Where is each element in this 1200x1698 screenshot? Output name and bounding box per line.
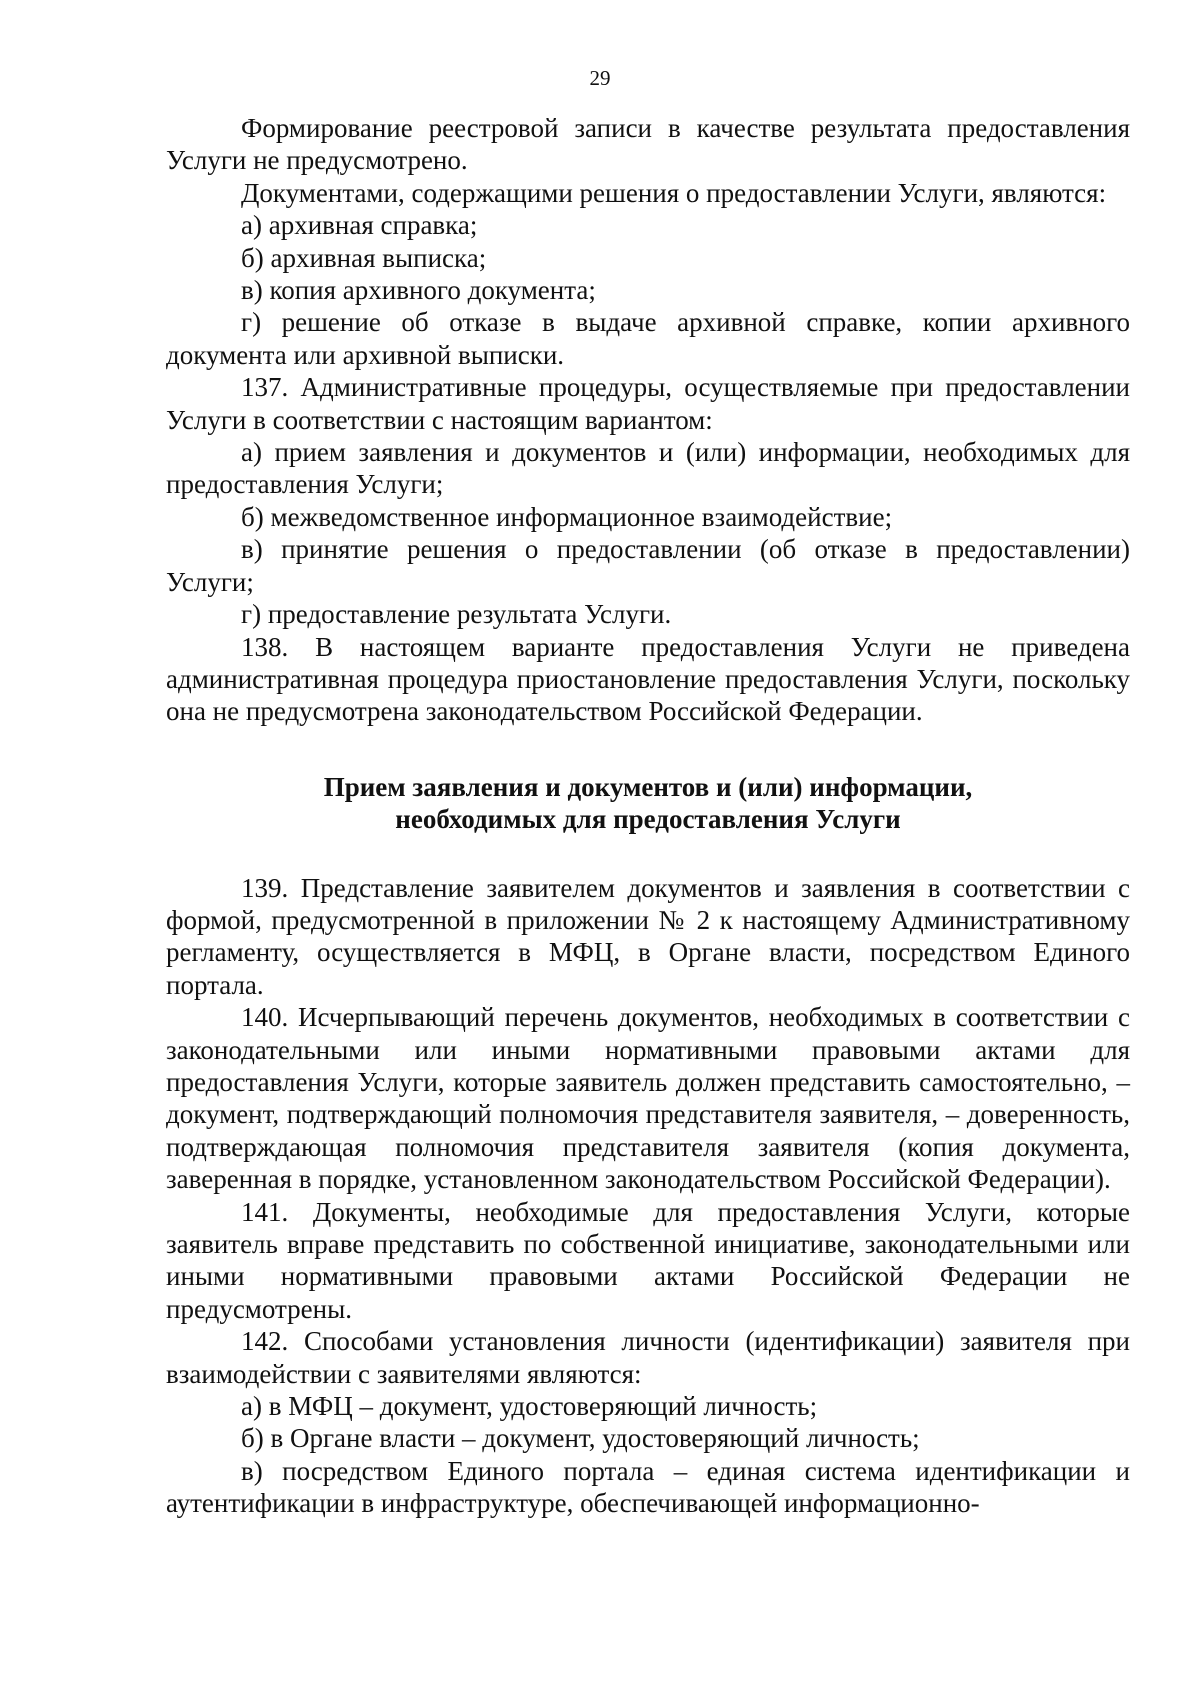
list-item-archive-extract: б) архивная выписка; bbox=[241, 242, 487, 273]
section-heading bbox=[166, 771, 1130, 836]
paragraph-result-documents: Документами, содержащими решения о предоставлении Услуги, являются: bbox=[241, 177, 1107, 208]
list-item-137-b: б) межведомственное информационное взаимодействие; bbox=[241, 501, 893, 532]
paragraph-139: 139. Представление заявителем документов и заявления в соответствии с формой, предусмотренной в приложении № 2 к настоящему Административному регламенту, осуществляется в МФЦ, в Органе власти, посредством Единого портала. bbox=[166, 872, 1130, 1000]
list-item-137-v: в) принятие решения о предоставлении (об отказе в предоставлении) Услуги; bbox=[166, 534, 1130, 597]
paragraph-141: 141. Документы, необходимые для предоставления Услуги, которые заявитель вправе представить по собственной инициативе, законодательными или иными нормативными правовыми актами Российской Федерации не предусмотрены. bbox=[166, 1196, 1130, 1324]
paragraph-140: 140. Исчерпывающий перечень документов, необходимых в соответствии с законодательными или иными нормативными правовыми актами для предоставления Услуги, которые заявитель должен представить самостоятельно, – документ, подтверждающий полномочия представителя заявителя, – доверенность, подтверждающая полномочия представителя заявителя (копия документа, заверенная в порядке, установленном законодательством Российской Федерации). bbox=[166, 1002, 1130, 1195]
paragraph-138: 138. В настоящем варианте предоставления Услуги не приведена административная процедура приостановление предоставления Услуги, поскольку она не предусмотрена законодательством Российской Федерации. bbox=[166, 631, 1130, 727]
list-item-archive-copy: в) копия архивного документа; bbox=[241, 275, 596, 306]
list-item-refusal-decision: г) решение об отказе в выдаче архивной справке, копии архивного документа или архивной выписки. bbox=[166, 307, 1130, 370]
section-heading-line-1: Прием заявления и документов и (или) информации, bbox=[323, 771, 973, 802]
list-item-142-a: а) в МФЦ – документ, удостоверяющий личность; bbox=[241, 1391, 818, 1422]
list-item-142-b: б) в Органе власти – документ, удостоверяющий личность; bbox=[241, 1423, 920, 1454]
paragraph-registry-record: Формирование реестровой записи в качестве результата предоставления Услуги не предусмотрено. bbox=[166, 113, 1130, 176]
list-item-137-g: г) предоставление результата Услуги. bbox=[241, 599, 672, 630]
document-body bbox=[166, 112, 1130, 1520]
page-number: 29 bbox=[589, 66, 611, 90]
section-heading-line-2: необходимых для предоставления Услуги bbox=[395, 804, 901, 835]
list-item-137-a: а) прием заявления и документов и (или) информации, необходимых для предоставления Услуги; bbox=[166, 437, 1130, 500]
paragraph-137: 137. Административные процедуры, осуществляемые при предоставлении Услуги в соответствии с настоящим вариантом: bbox=[166, 372, 1130, 435]
list-item-142-v: в) посредством Единого портала – единая система идентификации и аутентификации в инфраструктуре, обеспечивающей информационно- bbox=[166, 1455, 1130, 1519]
list-item-archive-certificate: а) архивная справка; bbox=[241, 210, 478, 241]
paragraph-142: 142. Способами установления личности (идентификации) заявителя при взаимодействии с заявителями являются: bbox=[166, 1326, 1130, 1389]
